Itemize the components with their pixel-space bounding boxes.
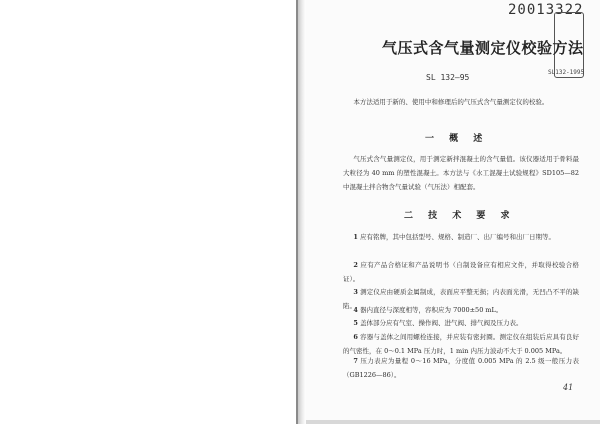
item-number: 6: [353, 333, 358, 341]
requirement-item-7: [343, 354, 579, 382]
document-title: 气压式含气量测定仪校验方法: [382, 39, 584, 57]
section-1-text: 气压式含气量测定仪，用于测定新拌混凝土的含气量值。该仪器适用于骨料最大粒径为 40 mm 的塑性混凝土。本方法与《水工混凝土试验规程》SD105—82 中混凝土拌合物含气量试验（气压法）相配套。: [343, 155, 579, 191]
item-text: 应有产品合格证和产品说明书（自制设备应有相应文件，并取得校验合格证）。: [343, 261, 579, 283]
item-number: 5: [353, 319, 358, 327]
standard-code: SL 132—95: [426, 73, 470, 82]
scan-edge: [306, 420, 600, 424]
item-number: 3: [353, 288, 358, 296]
item-number: 1: [353, 233, 358, 241]
archive-stamp-number: 20013322: [508, 2, 584, 18]
page-number: 41: [563, 383, 574, 392]
requirement-item-1: [343, 230, 579, 244]
item-text: 盖体部分应有气室、操作阀、进气阀、排气阀及压力表。: [360, 319, 523, 327]
item-text: 测定仪应由硬质金属制成，表面应平整无损；内表面光滑，无凹凸不平的缺陷。: [343, 288, 579, 310]
item-number: 2: [353, 261, 358, 269]
seal-code: SL132-1995: [548, 69, 585, 76]
intro-paragraph: 本方法适用于新的、使用中和修理后的气压式含气量测定仪的校验。: [353, 98, 549, 106]
requirement-item-5: [343, 316, 579, 330]
item-number: 4: [353, 306, 358, 314]
item-number: 7: [353, 357, 358, 365]
left-blank-page: [0, 0, 298, 424]
requirement-item-2: [343, 258, 579, 286]
item-text: 应有铭牌，其中包括型号、规格、制造厂、出厂编号和出厂日期等。: [360, 233, 555, 241]
section-2-heading: 二 技 术 要 求: [404, 211, 516, 221]
section-1-heading: 一 概 述: [425, 134, 489, 144]
binding-shadow: [298, 0, 306, 424]
item-text: 器内直径与深度相等，容积应为 7000±50 mL。: [360, 306, 503, 314]
requirement-item-4: [343, 303, 579, 317]
item-text: 容器与盖体之间用螺栓连接，并应装有密封圈。测定仪在组装后应具有良好的气密性，在 0～0.1 MPa 压力时，1 min 内压力波动不大于 0.005 MPa。: [343, 333, 579, 355]
item-text: 压力表应为量程 0～16 MPa，分度值 0.005 MPa 的 2.5 级一般压力表（GB1226—86）。: [343, 357, 579, 379]
